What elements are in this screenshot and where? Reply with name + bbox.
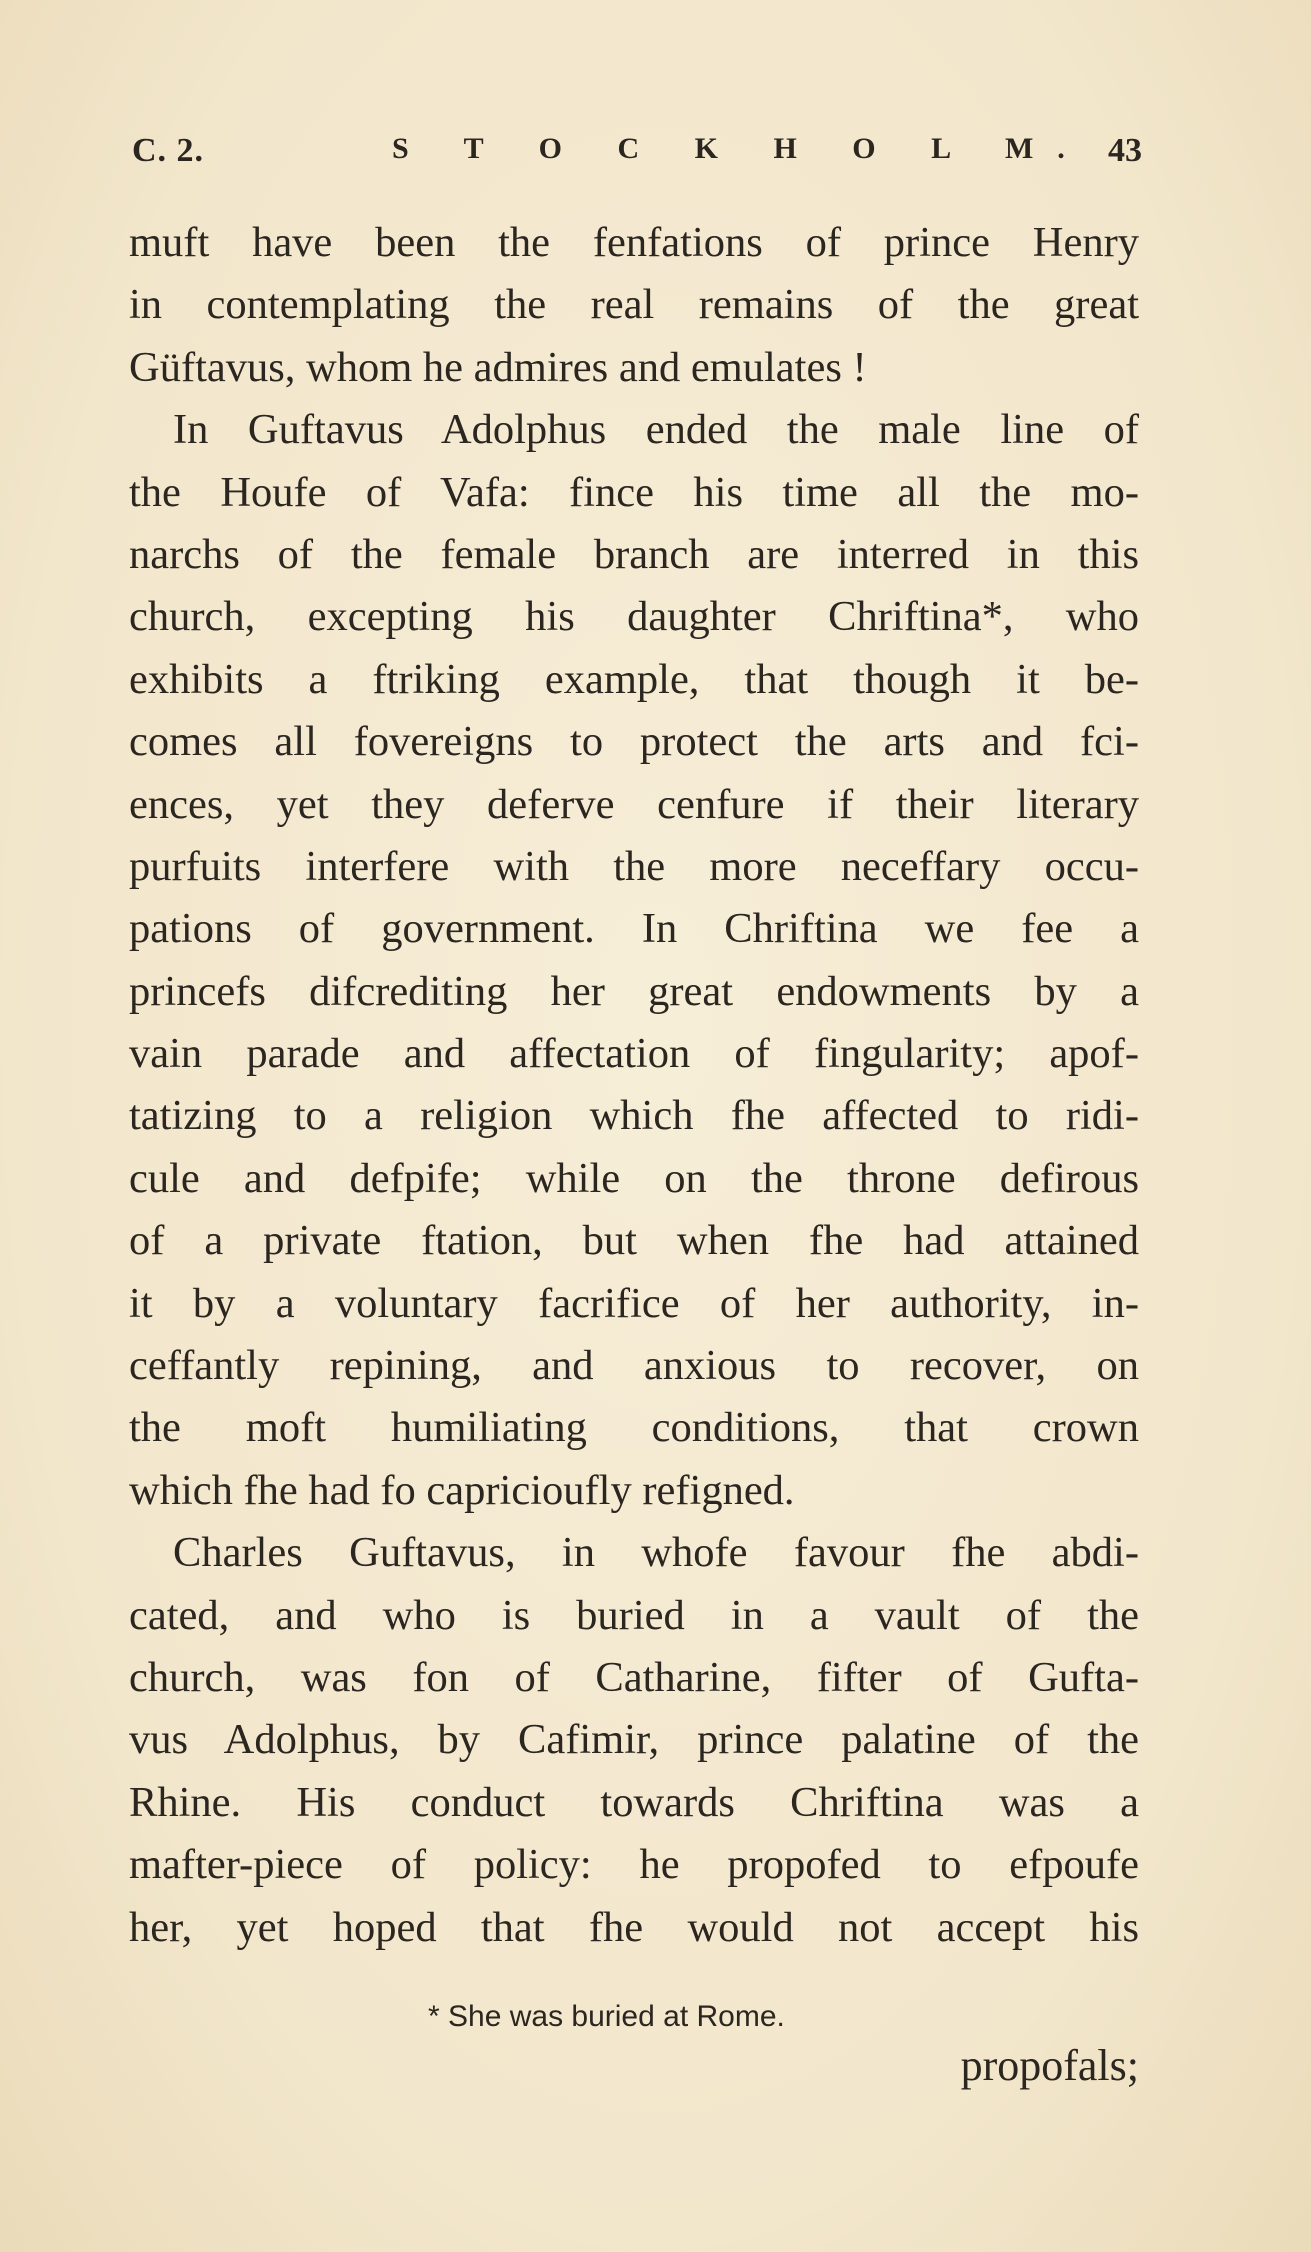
catchword: propofals; bbox=[960, 2041, 1139, 2090]
text-line: princefs difcrediting her great endowments by a bbox=[129, 967, 1139, 1015]
text-line: the Houfe of Vafa: fince his time all the mo- bbox=[129, 468, 1139, 516]
running-title: S T O C K H O L M. bbox=[392, 132, 1089, 165]
text-line: Rhine. His conduct towards Chriftina was a bbox=[129, 1778, 1139, 1826]
running-header bbox=[132, 132, 1142, 182]
page-number: 43 bbox=[1108, 132, 1142, 169]
text-line: vus Adolphus, by Cafimir, prince palatine of the bbox=[129, 1716, 1139, 1764]
text-line: which fhe had fo capricioufly refigned. bbox=[129, 1466, 795, 1514]
text-line: Charles Guftavus, in whofe favour fhe abdi- bbox=[173, 1529, 1139, 1577]
text-line: her, yet hoped that fhe would not accept his bbox=[129, 1903, 1139, 1951]
text-line: church, excepting his daughter Chriftina*, who bbox=[129, 593, 1139, 641]
text-line: tatizing to a religion which fhe affected to ridi- bbox=[129, 1092, 1139, 1140]
text-line: narchs of the female branch are interred in this bbox=[129, 530, 1139, 578]
body-text bbox=[129, 212, 1139, 1959]
text-line: ceffantly repining, and anxious to recover, on bbox=[129, 1342, 1139, 1390]
text-line: Güftavus, whom he admires and emulates ! bbox=[129, 343, 867, 391]
text-line: muft have been the fenfations of prince Henry bbox=[129, 219, 1139, 266]
text-line: cated, and who is buried in a vault of the bbox=[129, 1591, 1139, 1639]
text-line: vain parade and affectation of fingularity; apof- bbox=[129, 1030, 1139, 1078]
text-line: exhibits a ftriking example, that though it be- bbox=[129, 655, 1139, 703]
text-line: purfuits interfere with the more neceffary occu- bbox=[129, 842, 1139, 890]
text-line: of a private ftation, but when fhe had attained bbox=[129, 1217, 1139, 1265]
text-line: comes all fovereigns to protect the arts and fci- bbox=[129, 718, 1139, 766]
text-line: pations of government. In Chriftina we fee a bbox=[129, 905, 1139, 953]
footnote: * She was buried at Rome. bbox=[428, 2000, 785, 2033]
text-line: church, was fon of Catharine, fifter of Gufta- bbox=[129, 1653, 1139, 1701]
text-line: cule and defpife; while on the throne defirous bbox=[129, 1154, 1139, 1202]
text-line: In Guftavus Adolphus ended the male line of bbox=[173, 406, 1139, 454]
chapter-marker: C. 2. bbox=[132, 132, 205, 169]
text-line: the moft humiliating conditions, that crown bbox=[129, 1404, 1139, 1452]
text-line: in contemplating the real remains of the great bbox=[129, 281, 1139, 329]
text-line: ences, yet they deferve cenfure if their literary bbox=[129, 780, 1139, 828]
text-line: it by a voluntary facrifice of her authority, in- bbox=[129, 1279, 1139, 1327]
text-line: mafter-piece of policy: he propofed to efpoufe bbox=[129, 1841, 1139, 1889]
